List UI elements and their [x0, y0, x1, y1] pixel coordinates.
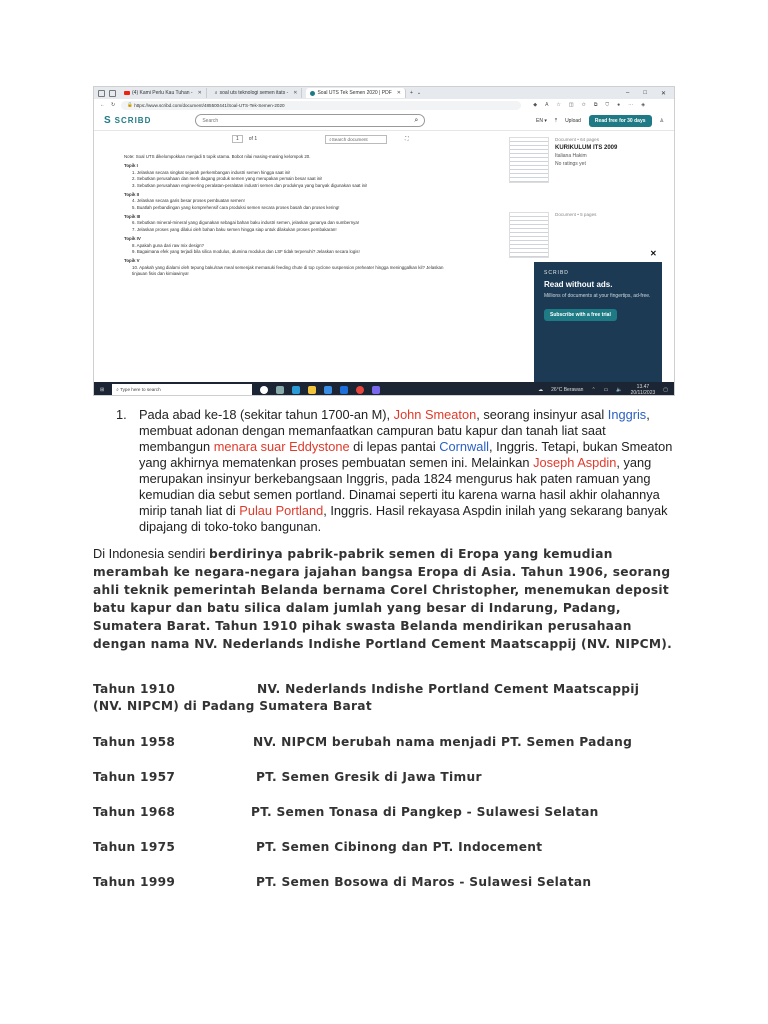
ad-logo: SCRIBD: [544, 270, 569, 276]
taskbar-search-input[interactable]: [112, 384, 252, 395]
shield-icon[interactable]: ⛉: [605, 102, 610, 108]
question: 10. Apakah yang dialami oleh tepung baku/raw meal semenjak memasuki feeding chute di top cyclone suspension preheater hingga meninggalkan kil? Jelaskan tinjauan fisis dan kimiawinya!: [132, 264, 444, 276]
list-item-text: [139, 407, 676, 535]
text-segment: , membuat adonan dengan memanfaatkan campuran batu kapur dan tanah liat saat membangun: [139, 407, 650, 454]
workspaces-icon[interactable]: [98, 90, 105, 97]
taskbar-apps: [260, 386, 380, 394]
timeline-year: Tahun 1957: [93, 770, 176, 784]
volume-icon[interactable]: 🔈: [616, 386, 623, 393]
collections-icon[interactable]: ⧉: [593, 102, 598, 108]
scribd-header-actions: [536, 115, 664, 127]
text-segment: , seorang insinyur asal: [476, 407, 608, 422]
store-icon[interactable]: [324, 386, 332, 394]
history-list-item: [116, 407, 676, 535]
topic-title: Topik I: [124, 163, 138, 169]
chrome-icon[interactable]: [356, 386, 364, 394]
weather-icon[interactable]: ☁: [538, 386, 544, 393]
question: 5. Buatlah perbandingan yang komprehensif cara produksi semen secara proses basah dan proses kering!: [132, 204, 340, 210]
close-ad-icon[interactable]: ✕: [650, 249, 657, 258]
clock[interactable]: [631, 384, 656, 396]
back-icon[interactable]: ←: [100, 102, 105, 108]
copilot-icon[interactable]: ◈: [641, 102, 646, 108]
task-view-icon[interactable]: [276, 386, 284, 394]
document-page: [124, 154, 454, 382]
timeline-year: Tahun 1975: [93, 840, 176, 854]
scribd-logo-icon: S: [104, 115, 112, 126]
subscribe-button[interactable]: Subscribe with a free trial: [544, 309, 617, 321]
app-icon[interactable]: [372, 386, 380, 394]
timeline-desc: NV. NIPCM berubah nama menjadi PT. Semen Padang: [253, 735, 633, 749]
file-explorer-icon[interactable]: [308, 386, 316, 394]
more-icon[interactable]: ⋯: [628, 102, 634, 108]
browser-tab-bar: [94, 87, 674, 99]
youtube-icon: [124, 91, 130, 95]
document-rating: No ratings yet: [555, 161, 586, 167]
related-documents-sidebar: [504, 132, 675, 382]
ad-body: Millions of documents at your fingertips, ad-free.: [544, 293, 651, 299]
url-text: https://www.scribd.com/document/485500441/Soal-UTS-Tek-Semen-2020: [134, 102, 285, 108]
fullscreen-icon[interactable]: ⛶: [405, 136, 409, 142]
search-tab-icon: ⌕: [214, 90, 218, 96]
embedded-screenshot: [93, 86, 675, 396]
ad-headline: Read without ads.: [544, 280, 613, 289]
text-segment: , yang merupakan insinyur berkebangsaan Inggris, pada 1824 mengurus hak paten ramuan yang kemudian dia sebut semen portland. Dinamai seperti itu karena warna hasil akhir olahannya mirip tanah liat di: [139, 455, 660, 518]
maximize-button[interactable]: □: [643, 89, 647, 96]
timeline-desc: PT. Semen Bosowa di Maros - Sulawesi Selatan: [256, 875, 592, 889]
ad-banner: [534, 262, 662, 382]
document-viewer: [94, 132, 484, 382]
windows-taskbar: [94, 382, 675, 396]
timeline-desc: PT. Semen Tonasa di Pangkep - Sulawesi Selatan: [251, 805, 599, 819]
extension-icon[interactable]: ◆: [533, 102, 538, 108]
scribd-logo-text: SCRIBD: [114, 116, 152, 125]
upload-icon[interactable]: ⤒: [554, 117, 558, 124]
topic-title: Topik II: [124, 191, 140, 197]
document-toolbar: [94, 132, 484, 146]
document-header: Note: Soal UTS dikelompokkan menjadi 5 topik utama. Bobot nilai masing-masing kelompok 20.: [124, 154, 311, 159]
address-bar[interactable]: [121, 101, 521, 110]
weather-text[interactable]: 26°C Berawan: [551, 386, 584, 393]
split-screen-icon[interactable]: ◫: [568, 102, 574, 108]
profile-icon[interactable]: ●: [617, 102, 621, 108]
browser-tab-active[interactable]: [306, 88, 406, 98]
tab-actions-icon[interactable]: [109, 90, 116, 97]
chevron-down-icon[interactable]: ⌄: [416, 90, 422, 96]
taskbar-search-placeholder: Type here to search: [120, 387, 161, 392]
tab-label: Soal UTS Tek Semen 2020 | PDF: [317, 90, 392, 96]
link-cornwall[interactable]: Cornwall: [439, 439, 490, 454]
topic-title: Topik V: [124, 258, 140, 264]
link-inggris[interactable]: Inggris: [607, 407, 647, 422]
search-icon: ⌕: [329, 136, 332, 142]
upload-link[interactable]: Upload: [565, 117, 581, 124]
language-select[interactable]: EN ▾: [535, 117, 547, 124]
document-author: Italiana Hakim: [555, 153, 587, 159]
related-document-card[interactable]: [509, 137, 669, 183]
text-segment: , Inggris. Hasil rekayasa Aspdin inilah yang sekarang banyak dipajang di toko-toko bangunan.: [139, 503, 668, 534]
text-segment: di lepas pantai: [349, 439, 440, 454]
close-window-button[interactable]: ✕: [660, 90, 666, 97]
document-meta: Document • 5 pages: [555, 212, 597, 217]
timeline-desc: PT. Semen Gresik di Jawa Timur: [256, 770, 482, 784]
link-pulau-portland[interactable]: Pulau Portland: [239, 503, 324, 518]
read-aloud-icon[interactable]: A: [545, 102, 549, 108]
timeline-year: Tahun 1958: [93, 735, 176, 749]
scribd-search-input[interactable]: [195, 114, 425, 127]
link-john-smeaton[interactable]: John Smeaton: [393, 407, 477, 422]
question: 6. Sebutkan mineral-mineral yang digunakan sebagai bahan baku industri semen, jelaskan gunanya dan sumbernya!: [132, 220, 359, 226]
tab-label: soal uts teknologi semen itats -: [219, 90, 289, 96]
timeline-desc: NV. Nederlands Indishe Portland Cement Maatscappij: [257, 682, 640, 696]
favorite-star-icon[interactable]: ☆: [556, 102, 561, 108]
clock-date: 20/11/2023: [630, 389, 656, 396]
page-number-input[interactable]: 1: [232, 135, 243, 143]
close-tab-icon[interactable]: ✕: [396, 90, 401, 96]
read-free-button[interactable]: Read free for 30 days: [589, 115, 652, 127]
page-total: of 1: [248, 136, 258, 142]
browser-tab[interactable]: [120, 88, 207, 98]
window-controls: [626, 90, 674, 97]
scribd-header: [94, 111, 674, 131]
document-title: KURIKULUM ITS 2009: [555, 145, 618, 151]
document-thumbnail: [509, 212, 549, 258]
refresh-icon[interactable]: ↻: [111, 102, 116, 108]
lock-icon: 🔒: [127, 102, 135, 107]
question: 8. Apakah guna dari raw mix design?: [132, 242, 205, 248]
document-search-placeholder: Search document: [331, 136, 368, 142]
browser-toolbar: [533, 102, 645, 108]
timeline-desc: PT. Semen Cibinong dan PT. Indocement: [256, 840, 543, 854]
search-placeholder: Search: [202, 117, 219, 124]
tab-label: (4) Kami Perlu Kau Tuhan -: [132, 90, 193, 96]
link-joseph-aspdin[interactable]: Joseph Aspdin: [533, 455, 617, 470]
indonesia-paragraph: [93, 545, 678, 653]
timeline-year: Tahun 1999: [93, 875, 176, 889]
cortana-icon[interactable]: [260, 386, 268, 394]
close-tab-icon[interactable]: ✕: [293, 90, 298, 96]
timeline-year: Tahun 1910: [93, 682, 176, 696]
paragraph-lead: Di Indonesia sendiri: [93, 546, 209, 561]
system-tray: [538, 384, 675, 396]
timeline-desc-continued: (NV. NIPCM) di Padang Sumatera Barat: [93, 699, 372, 713]
document-meta: Document • 64 pages: [555, 137, 599, 142]
close-tab-icon[interactable]: ✕: [197, 90, 202, 96]
topic-title: Topik III: [124, 214, 141, 219]
topic-title: Topik IV: [124, 236, 141, 242]
search-icon: ⌕: [116, 387, 121, 392]
document-search-input[interactable]: [325, 135, 387, 144]
search-icon[interactable]: ⌕: [414, 116, 419, 124]
browser-tab[interactable]: [211, 88, 303, 98]
scribd-favicon-icon: [310, 91, 315, 96]
question: 9. Bagaimana efek yang terjadi bila silica modulus, alumina modulus dan LSF tidak terpenuhi? Jelaskan secara logis!: [132, 248, 360, 254]
address-bar-row: [94, 99, 674, 111]
question: 3. Sebutkan perusahaan engineering peralatan-peralatan industri semen dan produknya yang banyak digunakan saat ini!: [132, 182, 368, 188]
text-segment: , Inggris. Tetapi, bukan Smeaton yang akhirnya mematenkan proses pembuatan semen ini. Melainkan: [139, 439, 673, 470]
timeline-year: Tahun 1968: [93, 805, 176, 819]
edge-icon[interactable]: [292, 386, 300, 394]
favorites-icon[interactable]: ✩: [581, 102, 586, 108]
user-icon[interactable]: ♙: [659, 117, 664, 124]
windows-start-icon[interactable]: ⊞: [100, 386, 105, 393]
question: 1. Jelaskan secara singkat sejarah perkembangan industri semen hingga saat ini!: [132, 169, 291, 175]
question: 4. Jelaskan secara garis besar proses pembuatan semen!: [132, 198, 245, 204]
tray-chevron-icon[interactable]: ⌃: [591, 386, 596, 393]
text-segment: Pada abad ke-18 (sekitar tahun 1700-an M),: [139, 407, 394, 422]
document-thumbnail: [509, 137, 549, 183]
question: 7. Jelaskan proses yang dilalui oleh bahan baku semen hingga siap untuk dilakukan proses pembakaran!: [132, 226, 337, 232]
notification-icon[interactable]: ▢: [663, 386, 668, 393]
clock-time: 13.47: [636, 383, 650, 390]
link-eddystone[interactable]: menara suar Eddystone: [213, 439, 350, 454]
minimize-button[interactable]: –: [626, 89, 630, 96]
paragraph-bold: berdirinya pabrik-pabrik semen di Eropa yang kemudian merambah ke negara-negara jajahan bangsa Eropa di Asia. Tahun 1906, seorang ahli teknik pemerintah Belanda bernama Corel Christopher, menemukan deposit batu kapur dan batu silica dalam jumlah yang besar di Indarung, Padang, Sumatera Barat. Tahun 1910 pihak swasta Belanda mendirikan perusahaan dengan nama NV. Nederlands Indishe Portland Cement Maatscappij (NV. NIPCM).: [93, 547, 673, 651]
mail-icon[interactable]: [340, 386, 348, 394]
scribd-logo[interactable]: [104, 115, 151, 126]
new-tab-icon[interactable]: +: [409, 90, 413, 96]
related-document-card[interactable]: [509, 212, 669, 258]
battery-icon[interactable]: ▭: [603, 386, 609, 393]
question: 2. Sebutkan perusahaan dan merk dagang produk semen yang merupakan pemain besar saat ini!: [132, 176, 323, 182]
list-number: 1.: [116, 407, 127, 422]
